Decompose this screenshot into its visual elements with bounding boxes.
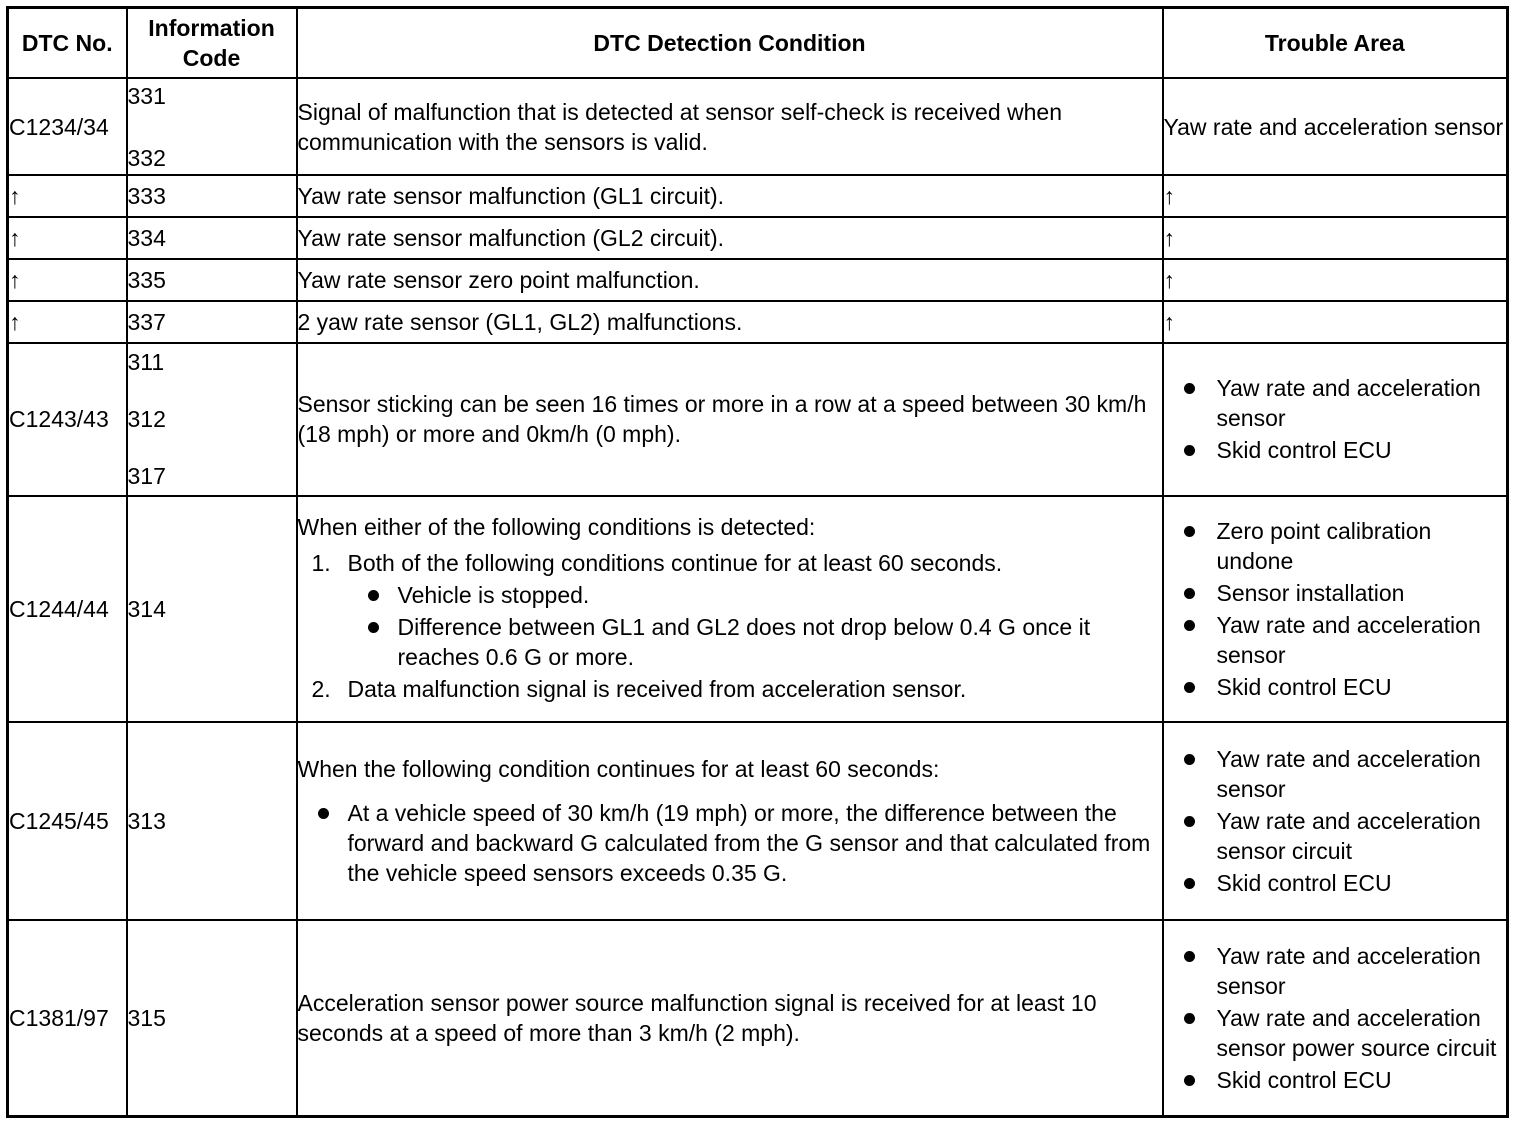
step-text: Data malfunction signal is received from acceleration sensor. bbox=[347, 675, 967, 702]
list-item: Sensor installation bbox=[1184, 578, 1507, 608]
same-as-above-arrow: ↑ bbox=[8, 301, 127, 343]
table-row bbox=[8, 920, 1508, 1116]
dtc-table bbox=[6, 6, 1509, 1118]
list-item: At a vehicle speed of 30 km/h (19 mph) or more, the difference between the forward and backward G calculated from the G sensor and that calculated from the vehicle speed sensors exceeds 0.35 G. bbox=[298, 798, 1162, 888]
header-row bbox=[8, 8, 1508, 79]
table-row bbox=[8, 722, 1508, 920]
trouble-area: Yaw rate and acceleration sensor bbox=[1163, 78, 1508, 175]
list-item: Skid control ECU bbox=[1184, 435, 1507, 465]
information-code: 313 bbox=[127, 722, 297, 920]
detection-condition: Yaw rate sensor malfunction (GL2 circuit). bbox=[297, 217, 1163, 259]
dtc-number: C1381/97 bbox=[8, 920, 127, 1116]
table-row bbox=[8, 301, 1508, 343]
detection-condition bbox=[297, 722, 1163, 920]
information-code bbox=[127, 78, 297, 175]
list-item: Difference between GL1 and GL2 does not drop below 0.4 G once it reaches 0.6 G or more. bbox=[348, 612, 1162, 672]
table-row bbox=[8, 78, 1508, 175]
table-row bbox=[8, 343, 1508, 495]
same-as-above-arrow: ↑ bbox=[1163, 217, 1508, 259]
information-code: 314 bbox=[127, 496, 297, 722]
dtc-number: C1244/44 bbox=[8, 496, 127, 722]
same-as-above-arrow: ↑ bbox=[1163, 301, 1508, 343]
step-text: Both of the following conditions continue for at least 60 seconds. bbox=[347, 549, 1003, 576]
list-item: Skid control ECU bbox=[1184, 672, 1507, 702]
trouble-area-list bbox=[1164, 941, 1507, 1095]
code-value: 317 bbox=[127, 463, 166, 490]
list-item: Yaw rate and acceleration sensor bbox=[1184, 373, 1507, 433]
same-as-above-arrow: ↑ bbox=[1163, 175, 1508, 217]
table-row bbox=[8, 175, 1508, 217]
list-item bbox=[298, 674, 1162, 704]
table-row bbox=[8, 217, 1508, 259]
information-code bbox=[127, 343, 297, 495]
list-item: Yaw rate and acceleration sensor bbox=[1184, 941, 1507, 1001]
table-row bbox=[8, 259, 1508, 301]
dtc-number: C1245/45 bbox=[8, 722, 127, 920]
detection-condition: Acceleration sensor power source malfunction signal is received for at least 10 seconds at a speed of more than 3 km/h (2 mph). bbox=[297, 920, 1163, 1116]
header-info-line1: Information bbox=[148, 15, 275, 41]
condition-intro: When the following condition continues for at least 60 seconds: bbox=[297, 755, 940, 782]
detection-condition: Yaw rate sensor zero point malfunction. bbox=[297, 259, 1163, 301]
information-code: 334 bbox=[127, 217, 297, 259]
code-value: 331 bbox=[127, 82, 166, 109]
detection-condition: Sensor sticking can be seen 16 times or more in a row at a speed between 30 km/h (18 mph) or more and 0km/h (0 mph). bbox=[297, 343, 1163, 495]
condition-steps bbox=[298, 548, 1162, 704]
list-item: Yaw rate and acceleration sensor power source circuit bbox=[1184, 1003, 1507, 1063]
sub-conditions bbox=[348, 580, 1162, 672]
information-code: 315 bbox=[127, 920, 297, 1116]
trouble-area-list bbox=[1164, 373, 1507, 465]
list-item: Vehicle is stopped. bbox=[348, 580, 1162, 610]
list-item bbox=[298, 548, 1162, 672]
code-value: 312 bbox=[127, 406, 166, 433]
list-item: Skid control ECU bbox=[1184, 1065, 1507, 1095]
step-number: 1. bbox=[311, 549, 331, 576]
information-code: 333 bbox=[127, 175, 297, 217]
trouble-area-list bbox=[1164, 516, 1507, 702]
trouble-area bbox=[1163, 920, 1508, 1116]
same-as-above-arrow: ↑ bbox=[1163, 259, 1508, 301]
trouble-area bbox=[1163, 343, 1508, 495]
list-item: Yaw rate and acceleration sensor circuit bbox=[1184, 806, 1507, 866]
same-as-above-arrow: ↑ bbox=[8, 175, 127, 217]
table-row bbox=[8, 496, 1508, 722]
detection-condition bbox=[297, 496, 1163, 722]
list-item: Yaw rate and acceleration sensor bbox=[1184, 610, 1507, 670]
code-value: 332 bbox=[127, 144, 166, 171]
condition-bullets bbox=[298, 798, 1162, 888]
detection-condition: Signal of malfunction that is detected at sensor self-check is received when communication with the sensors is valid. bbox=[297, 78, 1163, 175]
list-item: Skid control ECU bbox=[1184, 868, 1507, 898]
trouble-area bbox=[1163, 722, 1508, 920]
same-as-above-arrow: ↑ bbox=[8, 217, 127, 259]
information-code: 335 bbox=[127, 259, 297, 301]
detection-condition: 2 yaw rate sensor (GL1, GL2) malfunctions. bbox=[297, 301, 1163, 343]
same-as-above-arrow: ↑ bbox=[8, 259, 127, 301]
header-info-line2: Code bbox=[182, 45, 241, 71]
list-item: Yaw rate and acceleration sensor bbox=[1184, 744, 1507, 804]
header-trouble-area: Trouble Area bbox=[1163, 8, 1508, 79]
step-number: 2. bbox=[311, 675, 331, 702]
dtc-number: C1243/43 bbox=[8, 343, 127, 495]
trouble-area-list bbox=[1164, 744, 1507, 898]
condition-intro: When either of the following conditions is detected: bbox=[297, 513, 816, 540]
code-value: 311 bbox=[127, 349, 165, 376]
detection-condition: Yaw rate sensor malfunction (GL1 circuit). bbox=[297, 175, 1163, 217]
list-item: Zero point calibration undone bbox=[1184, 516, 1507, 576]
header-information-code bbox=[127, 8, 297, 79]
information-code: 337 bbox=[127, 301, 297, 343]
trouble-area bbox=[1163, 496, 1508, 722]
dtc-number: C1234/34 bbox=[8, 78, 127, 175]
header-dtc-no: DTC No. bbox=[8, 8, 127, 79]
header-detection-condition: DTC Detection Condition bbox=[297, 8, 1163, 79]
